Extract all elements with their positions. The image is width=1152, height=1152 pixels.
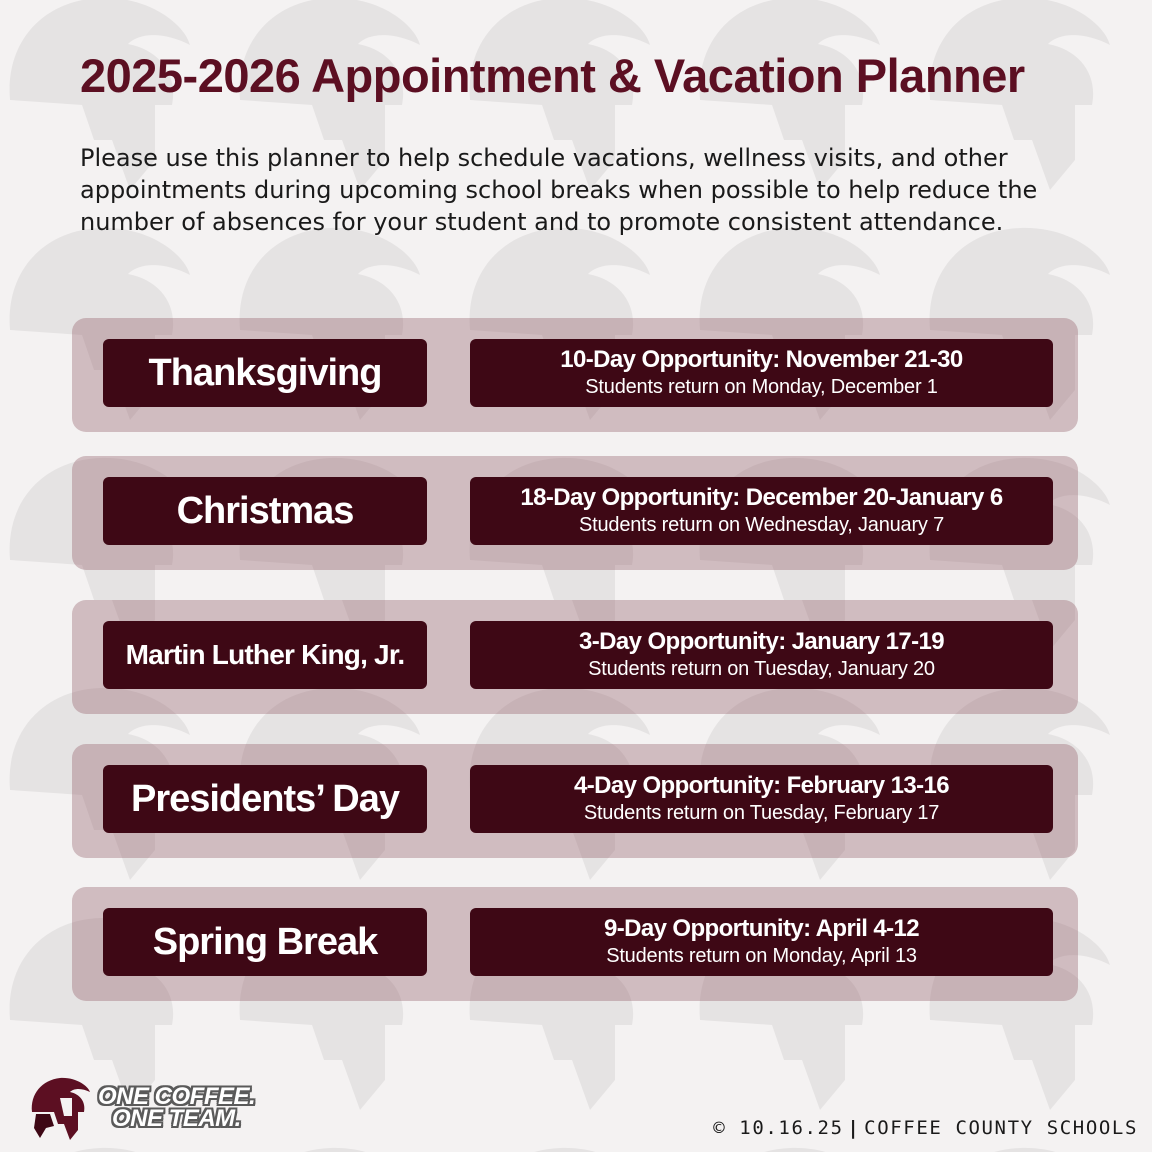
- page-title: 2025-2026 Appointment & Vacation Planner: [80, 49, 1025, 102]
- break-details: [470, 339, 1053, 407]
- break-return: Students return on Monday, December 1: [585, 376, 938, 398]
- break-opportunity: 18-Day Opportunity: December 20-January 6: [520, 484, 1003, 511]
- watermark-helmet-icon: [1140, 0, 1152, 200]
- slogan-line-1: ONE COFFEE.: [98, 1083, 256, 1110]
- break-details: [470, 621, 1053, 689]
- break-opportunity: 4-Day Opportunity: February 13-16: [574, 772, 949, 799]
- break-name: Thanksgiving: [103, 339, 427, 407]
- footer-credit: [713, 1117, 1138, 1139]
- break-return: Students return on Wednesday, January 7: [578, 514, 945, 536]
- break-name: Spring Break: [103, 908, 427, 976]
- slogan-line-2: ONE TEAM.: [112, 1105, 241, 1132]
- watermark-helmet-icon: [1140, 670, 1152, 890]
- watermark-helmet-icon: [1140, 210, 1152, 430]
- footer-date: © 10.16.25: [713, 1117, 844, 1139]
- break-details: [470, 477, 1053, 545]
- watermark-helmet-icon: [1140, 440, 1152, 660]
- break-row-thanksgiving: [72, 318, 1078, 432]
- break-return: Students return on Tuesday, February 17: [583, 802, 940, 824]
- break-name: Martin Luther King, Jr.: [103, 621, 427, 689]
- watermark-helmet-icon: [450, 1130, 670, 1152]
- break-opportunity: 9-Day Opportunity: April 4-12: [603, 915, 920, 942]
- break-row-presidents-day: [72, 744, 1078, 858]
- break-row-spring-break: [72, 887, 1078, 1001]
- break-name: Christmas: [103, 477, 427, 545]
- break-row-christmas: [72, 456, 1078, 570]
- watermark-helmet-icon: [1140, 1130, 1152, 1152]
- footer-separator: |: [849, 1117, 859, 1139]
- watermark-helmet-icon: [1140, 900, 1152, 1120]
- break-opportunity: 3-Day Opportunity: January 17-19: [579, 628, 944, 655]
- footer-org: COFFEE COUNTY SCHOOLS: [864, 1117, 1138, 1139]
- break-row-mlk: [72, 600, 1078, 714]
- intro-paragraph: Please use this planner to help schedule vacations, wellness visits, and other appointments during upcoming school breaks when possible to help reduce the number of absences for your student and to promote consistent attendance.: [80, 144, 1038, 236]
- break-return: Students return on Tuesday, January 20: [588, 658, 935, 680]
- spartan-helmet-icon: [24, 1072, 94, 1144]
- break-return: Students return on Monday, April 13: [606, 945, 917, 967]
- break-name: Presidents’ Day: [103, 765, 427, 833]
- break-opportunity: 10-Day Opportunity: November 21-30: [560, 346, 963, 373]
- watermark-helmet-icon: [220, 1130, 440, 1152]
- break-details: [470, 765, 1053, 833]
- slogan: [98, 1083, 256, 1132]
- break-details: [470, 908, 1053, 976]
